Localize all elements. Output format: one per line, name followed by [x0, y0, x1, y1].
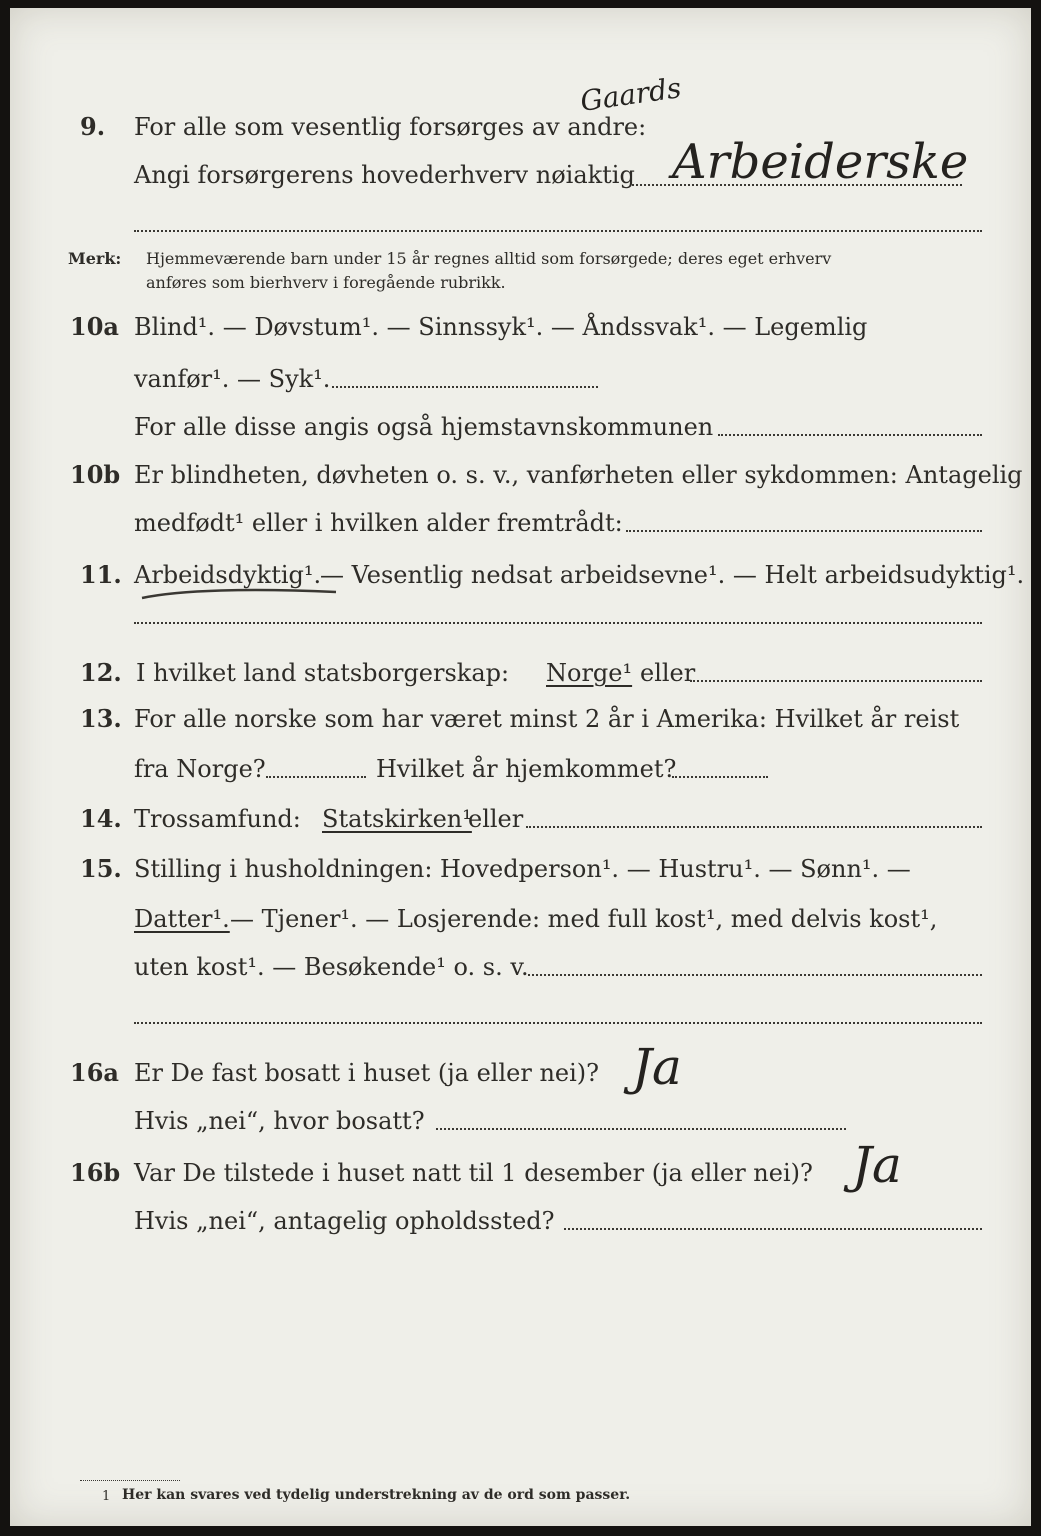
q11-option-arbeidsdyktig: Arbeidsdyktig¹. [134, 561, 322, 589]
q14-option-statskirken: Statskirken¹ [322, 805, 472, 833]
q10a-line2: vanfør¹. — Syk¹. [134, 365, 331, 393]
q15-answer-line [528, 974, 982, 976]
q13-line1: For alle norske som har været minst 2 år i Amerika: Hvilket år reist [134, 705, 960, 733]
q10a-number: 10a [70, 312, 119, 341]
q12-number: 12. [80, 658, 122, 687]
footnote-text: Her kan svares ved tydelig understrekning av de ord som passer. [122, 1487, 631, 1503]
q15-line3: uten kost¹. — Besøkende¹ o. s. v. [134, 953, 529, 981]
q15-number: 15. [80, 854, 122, 883]
footnote-divider [80, 1480, 180, 1481]
q13-reist-line [266, 776, 366, 778]
q10b-number: 10b [70, 460, 121, 489]
q14-question: Trossamfund: [134, 805, 301, 833]
q14-option-eller: eller [468, 805, 524, 833]
q13-number: 13. [80, 704, 122, 733]
q15-option-datter: Datter¹. [134, 905, 230, 933]
q9-handwritten-answer: Arbeiderske [672, 134, 969, 190]
q16b-answer-line [564, 1228, 982, 1230]
q9-line1: For alle som vesentlig forsørges av andre: [134, 113, 647, 141]
q16a-answer-line [436, 1128, 846, 1130]
q16b-number: 16b [70, 1158, 121, 1187]
q15-line1: Stilling i husholdningen: Hovedperson¹. — Hustru¹. — Sønn¹. — [134, 855, 911, 883]
q9-line2: Angi forsørgerens hovederhverv nøiaktig [134, 161, 635, 189]
q11-extra-line [134, 622, 982, 624]
q16b-line2: Hvis „nei“, antagelig opholdssted? [134, 1207, 555, 1235]
q16a-line2: Hvis „nei“, hvor bosatt? [134, 1107, 425, 1135]
q11-other-options: — Vesentlig nedsat arbeidsevne¹. — Helt arbeidsudyktig¹. [320, 561, 1025, 589]
q16b-handwritten-answer: Ja [852, 1136, 902, 1194]
q10b-line1: Er blindheten, døvheten o. s. v., vanførheten eller sykdommen: Antagelig [134, 461, 1023, 489]
merk-label: Merk: [68, 249, 122, 268]
q10b-answer-line [626, 530, 982, 532]
q10a-line1: Blind¹. — Døvstum¹. — Sinnssyk¹. — Åndssvak¹. — Legemlig [134, 313, 868, 341]
q12-question: I hvilket land statsborgerskap: [136, 659, 510, 687]
q16b-line1: Var De tilstede i huset natt til 1 desember (ja eller nei)? [134, 1159, 813, 1187]
footnote-mark: 1 [102, 1489, 111, 1504]
q10a-line3: For alle disse angis også hjemstavnskommunen [134, 413, 714, 441]
q9-number: 9. [80, 112, 106, 141]
q14-answer-line [526, 826, 982, 828]
q10a-syk-line [332, 386, 598, 388]
q15-extra-line [134, 1022, 982, 1024]
q12-option-eller: eller [640, 659, 696, 687]
q12-answer-line [690, 680, 982, 682]
q14-number: 14. [80, 804, 122, 833]
merk-line1: Hjemmeværende barn under 15 år regnes alltid som forsørgede; deres eget erhverv [146, 249, 832, 268]
q11-number: 11. [80, 560, 122, 589]
q11-handwritten-underline [140, 582, 340, 612]
q13-hjemkommet-line [672, 776, 768, 778]
q10b-line2: medfødt¹ eller i hvilken alder fremtrådt: [134, 509, 623, 537]
census-form-page [10, 8, 1031, 1526]
merk-line2: anføres som bierhverv i foregående rubrikk. [146, 273, 506, 292]
q9-extra-line [134, 230, 982, 232]
q16a-line1: Er De fast bosatt i huset (ja eller nei)? [134, 1059, 600, 1087]
q13-line2a: fra Norge? [134, 755, 266, 783]
q10a-kommune-line [718, 434, 982, 436]
q9-handwritten-note: Gaards [578, 71, 684, 118]
q16a-number: 16a [70, 1058, 119, 1087]
q13-line2b: Hvilket år hjemkommet? [376, 755, 677, 783]
q16a-handwritten-answer: Ja [632, 1038, 682, 1096]
q12-option-norge: Norge¹ [546, 659, 633, 687]
q15-line2: — Tjener¹. — Losjerende: med full kost¹, med delvis kost¹, [230, 905, 938, 933]
